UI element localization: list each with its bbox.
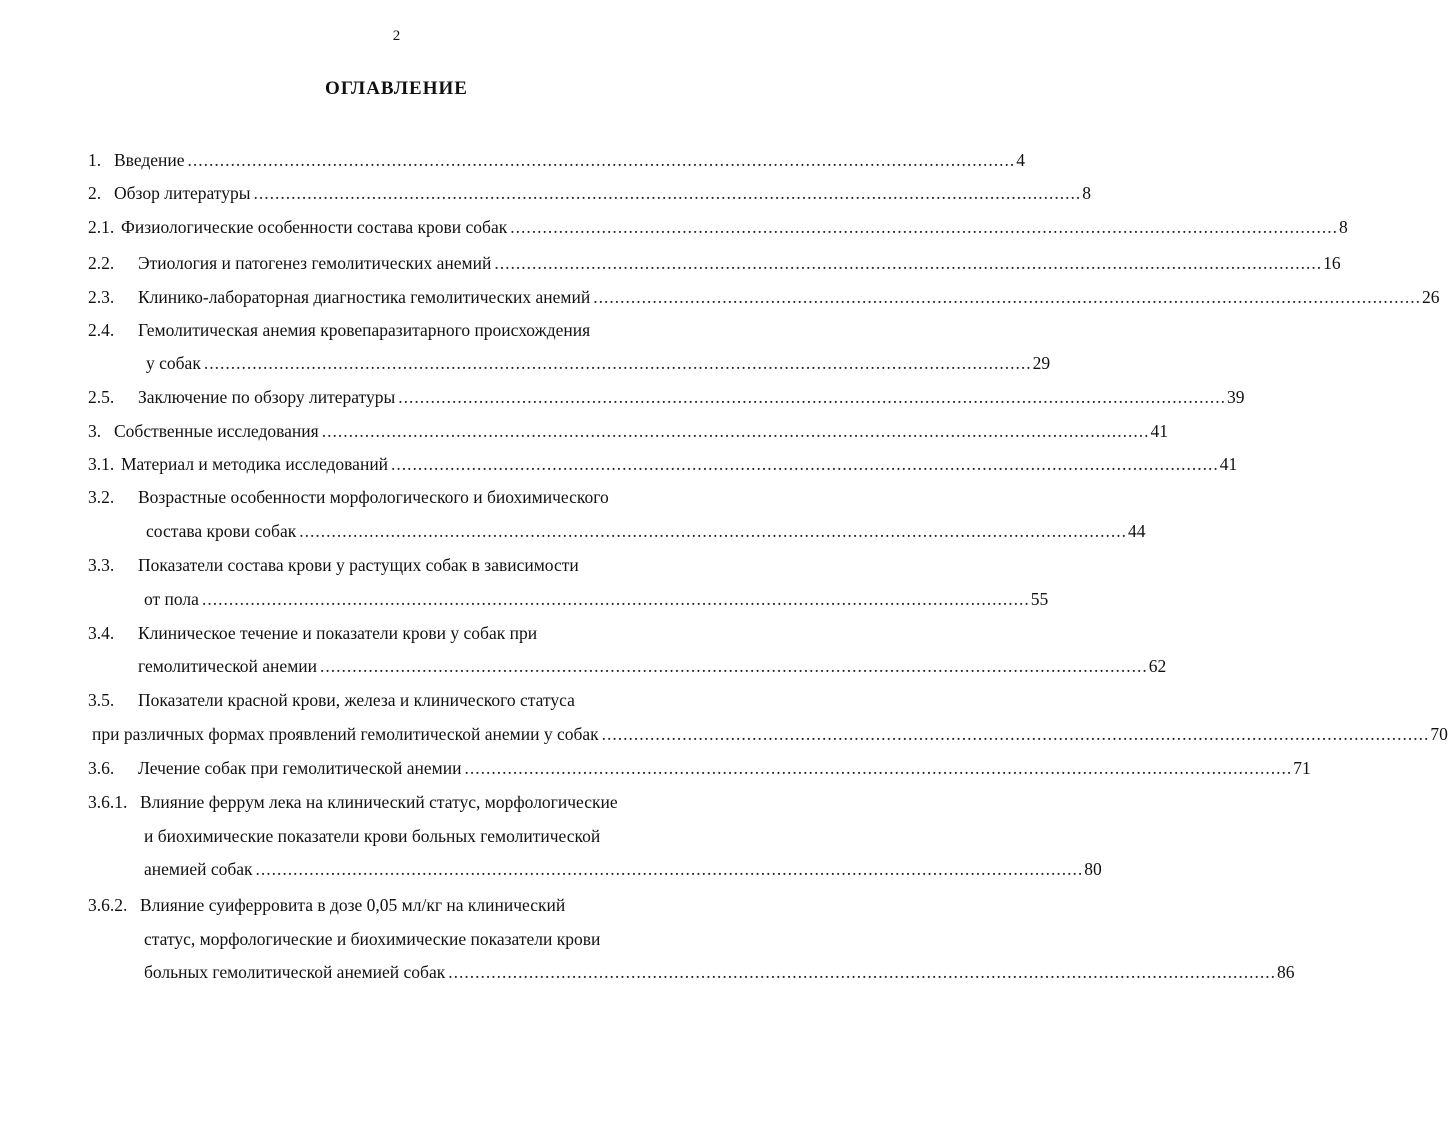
toc-entry-leader (138, 385, 1245, 409)
toc-entry-3-2-cont[interactable] (88, 519, 1146, 543)
dot-leader: .......................................................................................................................................................... (203, 353, 1032, 373)
toc-entry-3-5[interactable] (88, 688, 728, 712)
toc-entry-number: 2.5. (88, 387, 115, 407)
toc-entry-page: 16 (1323, 253, 1341, 273)
toc-entry-leader (114, 419, 1168, 443)
toc-entry-leader (92, 722, 1448, 746)
toc-entry-title: Обзор литературы (114, 183, 251, 203)
toc-entry-page: 44 (1127, 521, 1146, 541)
toc-entry-title-cont: и биохимические показатели крови больных гемолитической (144, 826, 601, 846)
toc-entry-leader (144, 857, 1102, 881)
toc-entry-title: Заключение по обзору литературы (138, 387, 396, 407)
toc-entry-leader (121, 215, 1348, 239)
toc-entry-3-3-cont[interactable] (88, 587, 1049, 611)
toc-entry-number: 3.6.2. (88, 895, 128, 915)
toc-entry-page: 8 (1082, 183, 1091, 203)
toc-entry-number: 3.1. (88, 454, 115, 474)
toc-entry-number: 3.4. (88, 623, 115, 643)
dot-leader: .......................................................................................................................................................... (601, 724, 1430, 744)
toc-entry-title: Физиологические особенности состава крови собак (121, 217, 508, 237)
toc-entry-3-4-cont[interactable] (88, 654, 1167, 678)
dot-leader: .......................................................................................................................................................... (187, 150, 1016, 170)
toc-entry-title-cont: гемолитической анемии (138, 656, 317, 676)
toc-entry-2[interactable] (88, 181, 1091, 205)
toc-entry-title: Собственные исследования (114, 421, 319, 441)
dot-leader: .......................................................................................................................................................... (321, 421, 1150, 441)
dot-leader: .......................................................................................................................................................... (510, 217, 1338, 237)
toc-entry-3-1[interactable] (88, 452, 1238, 476)
toc-entry-3-6-2-cont2[interactable] (88, 960, 1295, 984)
toc-entry-3-5-cont[interactable] (88, 722, 1448, 746)
toc-entry-title: Лечение собак при гемолитической анемии (138, 758, 462, 778)
toc-entry-2-4[interactable] (88, 318, 728, 342)
toc-entry-title: Введение (114, 150, 185, 170)
dot-leader: .......................................................................................................................................................... (391, 454, 1219, 474)
toc-entry-page: 86 (1276, 962, 1295, 982)
toc-entry-title-cont: состава крови собак (146, 521, 297, 541)
toc-entry-page: 71 (1293, 758, 1311, 778)
toc-entry-2-3[interactable] (88, 285, 1440, 309)
toc-entry-page: 80 (1084, 859, 1102, 879)
toc-entry-title: Показатели состава крови у растущих собак в зависимости (138, 555, 579, 575)
toc-entry-number: 1. (88, 150, 102, 170)
dot-leader: .......................................................................................................................................................... (464, 758, 1293, 778)
page-number: 2 (392, 28, 401, 44)
toc-entry-1[interactable] (88, 148, 1026, 172)
toc-entry-leader (138, 251, 1341, 275)
toc-entry-number: 2.2. (88, 253, 115, 273)
toc-entry-leader (121, 452, 1238, 476)
toc-entry-title: Влияние суиферровита в дозе 0,05 мл/кг на клинический (140, 895, 566, 915)
toc-entry-title: Этиология и патогенез гемолитических анемий (138, 253, 492, 273)
toc-entry-number: 3. (88, 421, 102, 441)
toc-entry-page: 70 (1430, 724, 1448, 744)
toc-entry-title-cont: статус, морфологические и биохимические показатели крови (144, 929, 601, 949)
toc-entry-page: 62 (1148, 656, 1167, 676)
dot-leader: .......................................................................................................................................................... (593, 287, 1421, 307)
toc-entry-page: 8 (1338, 217, 1348, 237)
dot-leader: .......................................................................................................................................................... (255, 859, 1084, 879)
dot-leader: .......................................................................................................................................................... (398, 387, 1226, 407)
toc-entry-3[interactable] (88, 419, 1168, 443)
toc-entry-3-6-1-cont2[interactable] (88, 857, 1102, 881)
toc-entry-page: 39 (1226, 387, 1245, 407)
toc-entry-title: Клинико-лабораторная диагностика гемолитических анемий (138, 287, 591, 307)
toc-entry-3-3[interactable] (88, 553, 728, 577)
toc-entry-leader (114, 148, 1026, 172)
dot-leader: .......................................................................................................................................................... (253, 183, 1082, 203)
dot-leader: .......................................................................................................................................................... (494, 253, 1323, 273)
toc-entry-2-5[interactable] (88, 385, 1245, 409)
toc-entry-title: Влияние феррум лека на клинический статус, морфологические (140, 792, 618, 812)
toc-entry-title-cont: от пола (144, 589, 199, 609)
toc-entry-number: 2. (88, 183, 102, 203)
toc-entry-title: Гемолитическая анемия кровепаразитарного происхождения (138, 320, 591, 340)
toc-entry-title: Возрастные особенности морфологического и биохимического (138, 487, 609, 507)
toc-entry-number: 2.3. (88, 287, 115, 307)
toc-entry-number: 2.1. (88, 217, 115, 237)
toc-entry-title: Показатели красной крови, железа и клинического статуса (138, 690, 575, 710)
toc-entry-leader (146, 519, 1146, 543)
toc-entry-2-1[interactable] (88, 215, 1348, 239)
toc-entry-number: 3.2. (88, 487, 115, 507)
toc-entry-page: 26 (1421, 287, 1440, 307)
toc-entry-3-6-2[interactable] (88, 893, 728, 917)
toc-entry-number: 2.4. (88, 320, 115, 340)
toc-entry-page: 41 (1150, 421, 1168, 441)
toc-entry-3-6[interactable] (88, 756, 1311, 780)
toc-entry-3-4[interactable] (88, 621, 728, 645)
toc-entry-leader (138, 285, 1440, 309)
dot-leader: .......................................................................................................................................................... (201, 589, 1030, 609)
dot-leader: .......................................................................................................................................................... (299, 521, 1127, 541)
toc-entry-page: 41 (1219, 454, 1238, 474)
toc-entry-title-cont: больных гемолитической анемией собак (144, 962, 446, 982)
toc-entry-leader (114, 181, 1091, 205)
toc-entry-page: 29 (1032, 353, 1051, 373)
toc-entry-3-6-1-cont1[interactable] (88, 824, 728, 848)
toc-entry-page: 55 (1030, 589, 1049, 609)
toc-entry-leader (144, 587, 1049, 611)
toc-entry-leader (146, 351, 1051, 375)
toc-entry-title-cont: анемией собак (144, 859, 253, 879)
toc-entry-2-4-cont[interactable] (88, 351, 1051, 375)
toc-entry-number: 3.6.1. (88, 792, 128, 812)
toc-entry-leader (138, 756, 1311, 780)
page-title: ОГЛАВЛЕНИЕ (325, 78, 468, 99)
toc-entry-number: 3.3. (88, 555, 115, 575)
dot-leader: .......................................................................................................................................................... (320, 656, 1148, 676)
toc-entry-title-cont: у собак (146, 353, 201, 373)
toc-entry-leader (144, 960, 1295, 984)
toc-entry-title: Материал и методика исследований (121, 454, 389, 474)
toc-entry-2-2[interactable] (88, 251, 1341, 275)
toc-entry-3-2[interactable] (88, 485, 728, 509)
toc-entry-title-cont: при различных формах проявлений гемолитической анемии у собак (92, 724, 599, 744)
toc-entry-number: 3.6. (88, 758, 115, 778)
toc-entry-3-6-2-cont1[interactable] (88, 927, 728, 951)
toc-entry-3-6-1[interactable] (88, 790, 728, 814)
toc-entry-title: Клиническое течение и показатели крови у собак при (138, 623, 538, 643)
toc-entry-page: 4 (1016, 150, 1026, 170)
dot-leader: .......................................................................................................................................................... (448, 962, 1276, 982)
toc-entry-number: 3.5. (88, 690, 115, 710)
toc-entry-leader (138, 654, 1167, 678)
